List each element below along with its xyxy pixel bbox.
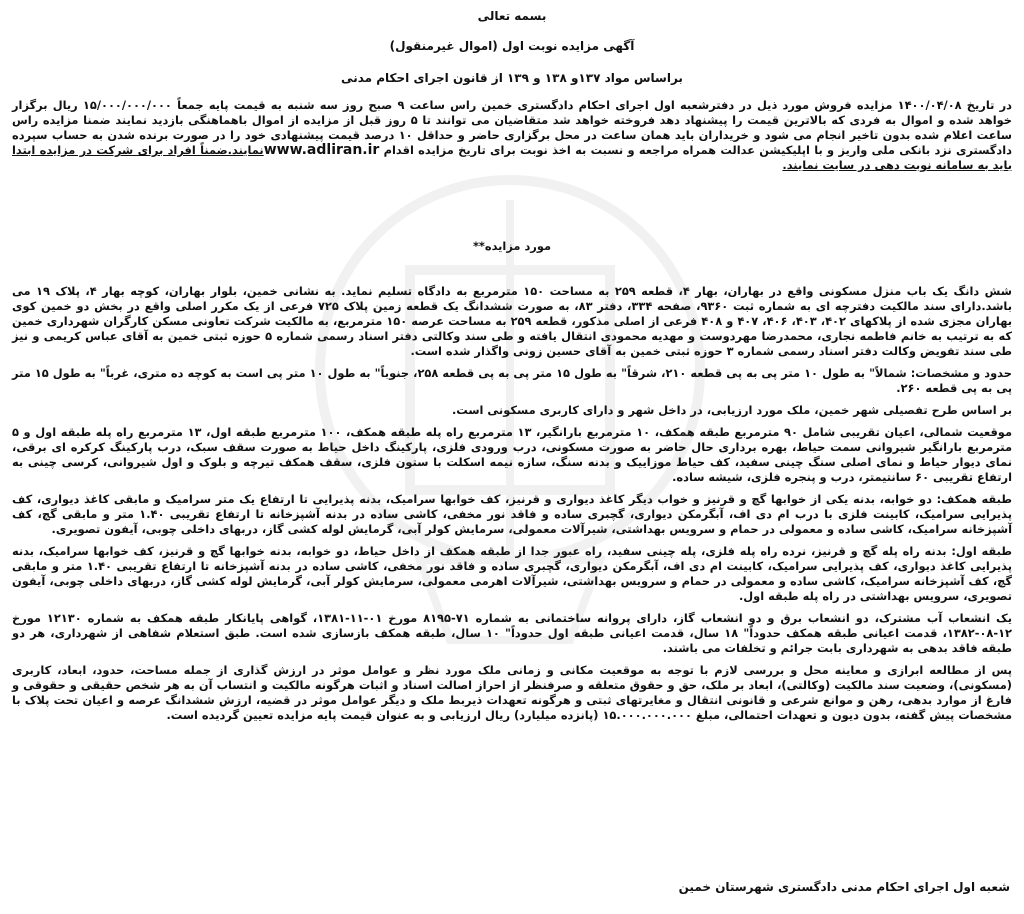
ground-floor-paragraph: طبقه همکف: دو خوابه، بدنه یکی از خوابها گچ و قرنیز و خواب دیگر کاغذ دیواری و قرنیز، کف خوابها سرامیک، بدنه پذیرایی تا ارتفاع یک متر سرامیک و مابقی کاغذ دیواری، کف پذیرایی سرامیک، کابینت فلزی با درب ام دی اف، آبگرمکن دیواری، گچبری ساده و فاقد نور مخفی، کاشی ساده در بدنه آشپزخانه تا ارتفاع تقریبی ۱.۴۰ متر و مابقی گچ، کف آشپزخانه سرامیک، کاشی ساده و معمولی در حمام و سرویس بهداشتی، شیرآلات معمولی، سرمایش کولر آبی، گرمایش لوله کشی گاز، دربهای داخلی چوبی، آیفون تصویری.: [12, 492, 1012, 536]
valuation-paragraph: پس از مطالعه ابرازی و معاینه محل و بررسی لازم با توجه به موقعیت مکانی و زمانی ملک مورد نظر و عوامل موثر در ارزش گذاری از جمله مساحت، حدود، ابعاد، کاربری (مسکونی)، وضعیت سند مالکیت (وکالتی)، ابعاد بر ملک، حق و حقوق متعلقه و صرفنظر از احراز اصالت اسناد و اثبات هرگونه مالکیت و انتساب آن به هر شخص حقیقی و حقوقی و فارغ از موارد بدهی، رهن و موانع شرعی و قانونی انتقال و مغایرتهای ثبتی و هرگونه تعهدات ذیربط ملک و دیگر عوامل موثر در قضیه، ارزش ششدانگ عرصه و اعیان تحت پلاک با مشخصات پیش گفته، بدون دیون و تعهدات احتمالی، مبلغ ۱۵.۰۰۰.۰۰۰.۰۰۰ (پانزده میلیارد) ریال ارزیابی و به عنوان قیمت پایه مزایده تعیین گردیده است.: [12, 663, 1012, 722]
location-paragraph: موقعیت شمالی، اعیان تقریبی شامل ۹۰ مترمربع طبقه همکف، ۱۰ مترمربع بارانگیر، ۱۳ مترمربع راه پله طبقه همکف، ۱۰۰ مترمربع طبقه اول، ۱۳ مترمربع راه پله طبقه اول و ۵ مترمربع بارانگیر شیروانی سمت حیاط، بهره برداری حال حاضر به صورت مسکونی، درب ورودی فلزی، پارکینگ داخل حیاط به صورت سقف سبک، درب پارکینگ کرکره ای برقی، نمای دیوار حیاط و نمای اصلی سنگ چینی سفید، کف حیاط موزاییک و بدنه سنگ، سازه نیمه اسکلت با ستون فلزی، سقف همکف تیرچه و بلوک و اول شیروانی، کرسی چینی به ارتفاع تقریبی ۶۰ سانتیمتر، درب و پنجره فلزی، شیشه ساده.: [12, 425, 1012, 484]
ownership-paragraph: شش دانگ یک باب منزل مسکونی واقع در بهاران، بهار ۴، قطعه ۲۵۹ به مساحت ۱۵۰ مترمربع به دادگاه تسلیم نماید. به نشانی خمین، بلوار بهاران، کوچه بهار ۴، پلاک ۱۹ می باشد.دارای سند مالکیت دفترچه ای به شماره ثبت ۹۳۶۰، صفحه ۳۳۴، دفتر ۸۳، به صورت ششدانگ یک قطعه زمین پلاک ۷۲۵ فرعی از یک مکرر اصلی واقع در بخش دو خمین کوی بهاران مجزی شده از پلاکهای ۴۰۲، ۴۰۳، ۴۰۶، ۴۰۷ و ۴۰۸ فرعی از اصلی مذکور، قطعه ۲۵۹ به مساحت عرصه ۱۵۰ مترمربع، به مالکیت شرکت تعاونی مسکن کارگران شهرداری خمین که به ترتیب به خانم فاطمه نجاری، محمدرضا مهردوست و مهدیه محمودی انتقال یافته و طی سند وکالتی دفتر اسناد رسمی شماره ۵ حوزه ثبتی خمین به آقای عباس کریمی و نیز طی سند تفویض وکالت دفتر اسناد رسمی شماره ۳ حوزه ثبتی خمین به آقای حسین زونی واگذار شده است.: [12, 284, 1013, 358]
website-link[interactable]: www.adliran.ir: [263, 142, 380, 158]
intro-text: در تاریخ ۱۴۰۰/۰۴/۰۸ مزایده فروش مورد ذیل در دفترشعبه اول اجرای احکام دادگستری خمین راس ساعت ۹ صبح روز سه شنبه به قیمت پایه جمعاً ۱۵/۰۰۰/۰۰۰/۰۰۰ ریال برگزار خواهد شده و اموال به فردی که بالاترین قیمت را پیشنهاد دهد فروخته خواهد شد متقاضیان می توانند تا ۵ روز قبل از مزایده از اموال باهماهنگی بازدید نمایند ضمنا مزایده راس ساعت اعلام شده بدون تاخیر انجام می شود و خریداران باید همان ساعت در محل برگزاری حاضر و حداقل ۱۰ درصد قیمت پیشنهادی خود را در صورت برنده شدن به حساب سپرده دادگستری نزد بانکی ملی واریز و با اپلیکیشن عدالت همراه مراجعه و نسبت به اخذ نوبت برای تاریخ مزایده اقدام: [12, 98, 1013, 157]
issuing-branch: شعبه اول اجرای احکام مدنی دادگستری شهرستان خمین: [678, 880, 1010, 894]
basmala: بسمه تعالی: [477, 9, 547, 23]
zoning-paragraph: بر اساس طرح تفصیلی شهر خمین، ملک مورد ارزیابی، در داخل شهر و دارای کاربری مسکونی است.: [451, 403, 1012, 417]
first-floor-paragraph: طبقه اول: بدنه راه پله گچ و قرنیز، نرده راه پله فلزی، پله چینی سفید، راه عبور جدا از طبقه همکف از داخل حیاط، دو خوابه، بدنه خوابها گچ و قرنیز، کف خوابها سرامیک، بدنه پذیرایی کاغذ دیواری، کف پذیرایی سرامیک، کابینت ام دی اف، آبگرمکن دیواری، گچبری ساده و فاقد نور مخفی، کاشی ساده در بدنه آشپزخانه تا ارتفاع تقریبی ۱.۴۰ متر و مابقی گچ، کف آشپزخانه سرامیک، کاشی ساده و معمولی در حمام و سرویس بهداشتی، شیرآلات اهرمی معمولی، سرمایش کولر آبی، گرمایش لوله کشی گاز، دربهای داخلی چوبی، آیفون تصویری، سرویس بهداشتی در راه پله طبقه اول.: [12, 544, 1012, 603]
intro-paragraph: [12, 98, 1012, 173]
notice-title: آگهی مزایده نوبت اول (اموال غیرمنقول): [389, 39, 635, 53]
legal-basis: براساس مواد ۱۳۷و ۱۳۸ و ۱۳۹ از قانون اجرای احکام مدنی: [341, 71, 683, 85]
auction-subject-heading: مورد مزایده**: [472, 239, 552, 253]
boundaries-paragraph: حدود و مشخصات: شمالاً" به طول ۱۰ متر پی به پی قطعه ۲۱۰، شرقاً" به طول ۱۵ متر پی به پی قطعه ۲۵۸، جنوباً" به طول ۱۰ متر پی است به کوچه ده متری، غرباً" به طول ۱۵ متر پی به پی قطعه ۲۶۰.: [12, 366, 1012, 395]
intro-note: نمایند.ضمناً افراد برای شرکت در مزایده ابتدا باید به سامانه نوبت دهی در سایت نمایند.: [12, 143, 1012, 172]
utilities-paragraph: یک انشعاب آب مشترک، دو انشعاب برق و دو انشعاب گاز، دارای پروانه ساختمانی به شماره ۷۱-۸۱۹۵ مورخ ۰۱-۱۱-۱۳۸۱، گواهی پایانکار طبقه همکف به شماره ۱۲۱۳۰ مورخ ۱۲-۰۸-۱۳۸۲، قدمت اعیانی طبقه همکف حدوداً" ۱۸ سال، قدمت اعیانی طبقه اول حدوداً" ۱۰ سال، طبقه همکف بازسازی شده است. طبق استعلام شفاهی از شهرداری، هر دو طبقه فاقد بدهی به شهرداری بابت جرائم و تخلفات می باشند.: [12, 611, 1012, 655]
